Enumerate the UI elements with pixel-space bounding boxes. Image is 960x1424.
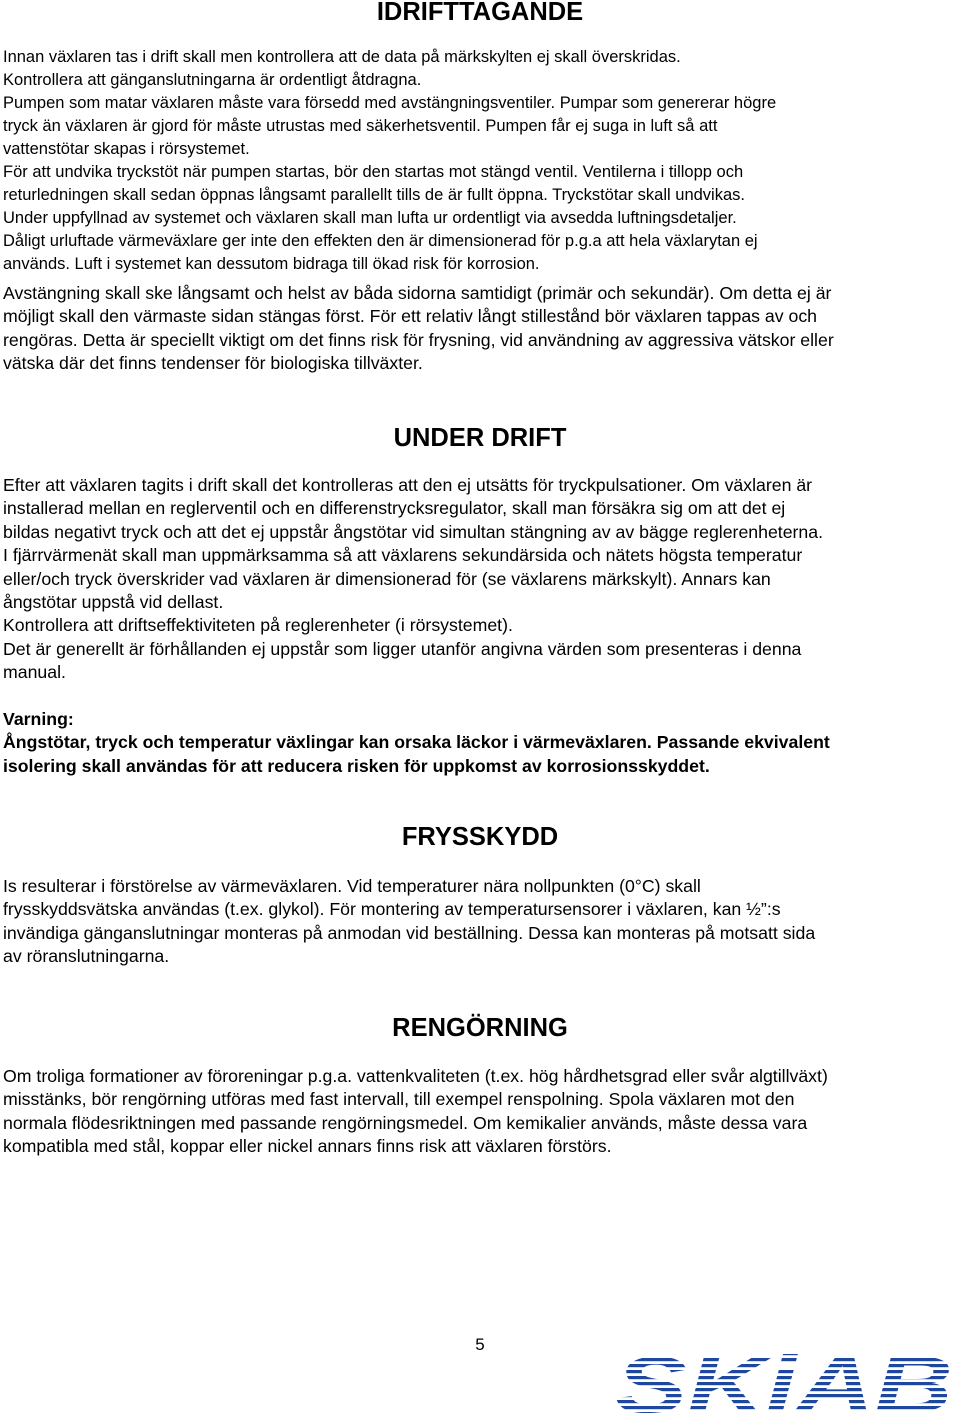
warning-label: Varning: bbox=[3, 709, 74, 729]
text-line: Pumpen som matar växlaren måste vara försedd med avstängningsventiler. Pumpar som genererar högre bbox=[3, 94, 777, 112]
text-line: Om troliga formationer av föroreningar p.g.a. vattenkvaliteten (t.ex. hög hårdhetsgrad eller svår algtillväxt) bbox=[3, 1066, 828, 1086]
text-line: vattenstötar skapas i rörsystemet. bbox=[3, 140, 250, 158]
text-line: Under uppfyllnad av systemet och växlaren skall man lufta ur ordentligt via avsedda luftningsdetaljer. bbox=[3, 209, 737, 227]
text-line: Kontrollera att gänganslutningarna är ordentligt åtdragna. bbox=[3, 71, 422, 89]
warning-text-line: isolering skall användas för att reducera risken för uppkomst av korrosionsskyddet. bbox=[3, 755, 710, 776]
text-line: används. Luft i systemet kan dessutom bidraga till ökad risk för korrosion. bbox=[3, 255, 540, 273]
text-line: Innan växlaren tas i drift skall men kontrollera att de data på märkskylten ej skall överskridas. bbox=[3, 48, 681, 66]
text-line: invändiga gänganslutningar monteras på anmodan vid beställning. Dessa kan monteras på motsatt sida bbox=[3, 922, 816, 943]
text-line: ångstötar uppstå vid dellast. bbox=[3, 592, 224, 613]
text-line: kompatibla med stål, koppar eller nickel annars finns risk att växlaren förstörs. bbox=[3, 1136, 612, 1157]
text-line: returledningen skall sedan öppnas långsamt parallellt tills de är fullt öppna. Tryckstötar skall undvikas. bbox=[3, 186, 745, 204]
warning-box bbox=[3, 708, 958, 778]
under-drift-body bbox=[3, 474, 958, 685]
text-line: manual. bbox=[3, 662, 66, 683]
idrifttagande-body-large bbox=[3, 282, 958, 376]
text-line: Avstängning skall ske långsamt och helst av båda sidorna samtidigt (primär och sekundär). Om detta ej är bbox=[3, 283, 832, 303]
rengorning-body bbox=[3, 1065, 958, 1159]
section-title-frysskydd: FRYSSKYDD bbox=[401, 823, 559, 851]
warning-text-line: Ångstötar, tryck och temperatur växlingar kan orsaka läckor i värmeväxlaren. Passande ekvivalent bbox=[3, 732, 830, 753]
text-line: vätska där det finns tendenser för biologiska tillväxter. bbox=[3, 353, 423, 374]
section-title-idrifttagande: IDRIFTTAGANDE bbox=[376, 0, 584, 26]
text-line: normala flödesriktningen med passande rengörningsmedel. Om kemikalier används, måste dessa vara bbox=[3, 1112, 808, 1133]
idrifttagande-body-small bbox=[3, 46, 958, 276]
text-line: av röranslutningarna. bbox=[3, 946, 170, 967]
text-line: För att undvika tryckstöt när pumpen startas, bör den startas mot stängd ventil. Ventilerna i tillopp och bbox=[3, 163, 744, 181]
skiab-logo bbox=[612, 1346, 958, 1420]
text-line: bildas negativt tryck och att det ej uppstår ångstötar vid simultan stängning av av bägge reglerenheterna. bbox=[3, 521, 824, 542]
section-title-rengorning: RENGÖRNING bbox=[392, 1014, 568, 1042]
text-line: eller/och tryck överskrider vad växlaren är dimensionerad för (se växlarens märkskylt). Annars kan bbox=[3, 568, 771, 589]
text-line: Is resulterar i förstörelse av värmeväxlaren. Vid temperaturer nära nollpunkten (0°C) skall bbox=[3, 876, 701, 896]
text-line: installerad mellan en reglerventil och en differenstrycksregulator, skall man försäkra sig om att det ej bbox=[3, 498, 786, 519]
text-line: I fjärrvärmenät skall man uppmärksamma så att växlarens sekundärsida och nätets högsta temperatur bbox=[3, 545, 803, 566]
text-line: Det är generellt är förhållanden ej uppstår som ligger utanför angivna värden som presenteras i denna bbox=[3, 638, 802, 659]
section-title-under-drift: UNDER DRIFT bbox=[393, 424, 567, 452]
text-line: Efter att växlaren tagits i drift skall det kontrolleras att den ej utsätts för tryckpulsationer. Om växlaren är bbox=[3, 475, 813, 495]
text-line: misstänks, bör rengörning utföras med fast intervall, till exempel renspolning. Spola växlaren mot den bbox=[3, 1089, 795, 1110]
text-line: tryck än växlaren är gjord för måste utrustas med säkerhetsventil. Pumpen får ej suga in luft så att bbox=[3, 117, 718, 135]
text-line: Dåligt urluftade värmeväxlare ger inte den effekten den är dimensionerad för p.g.a att hela växlarytan ej bbox=[3, 232, 758, 250]
text-line: möjligt skall den värmaste sidan stängas först. För ett relativ långt stillestånd bör växlaren tappas av och bbox=[3, 306, 818, 327]
text-line: frysskyddsvätska användas (t.ex. glykol). För montering av temperatursensorer i växlaren, kan ½”:s bbox=[3, 899, 781, 920]
logo-wordmark: SKiAB bbox=[615, 1346, 953, 1420]
page-number: 5 bbox=[475, 1335, 485, 1354]
frysskydd-body bbox=[3, 875, 958, 969]
text-line: Kontrollera att driftseffektiviteten på reglerenheter (i rörsystemet). bbox=[3, 615, 513, 636]
text-line: rengöras. Detta är speciellt viktigt om det finns risk för frysning, vid användning av aggressiva vätskor eller bbox=[3, 329, 834, 350]
